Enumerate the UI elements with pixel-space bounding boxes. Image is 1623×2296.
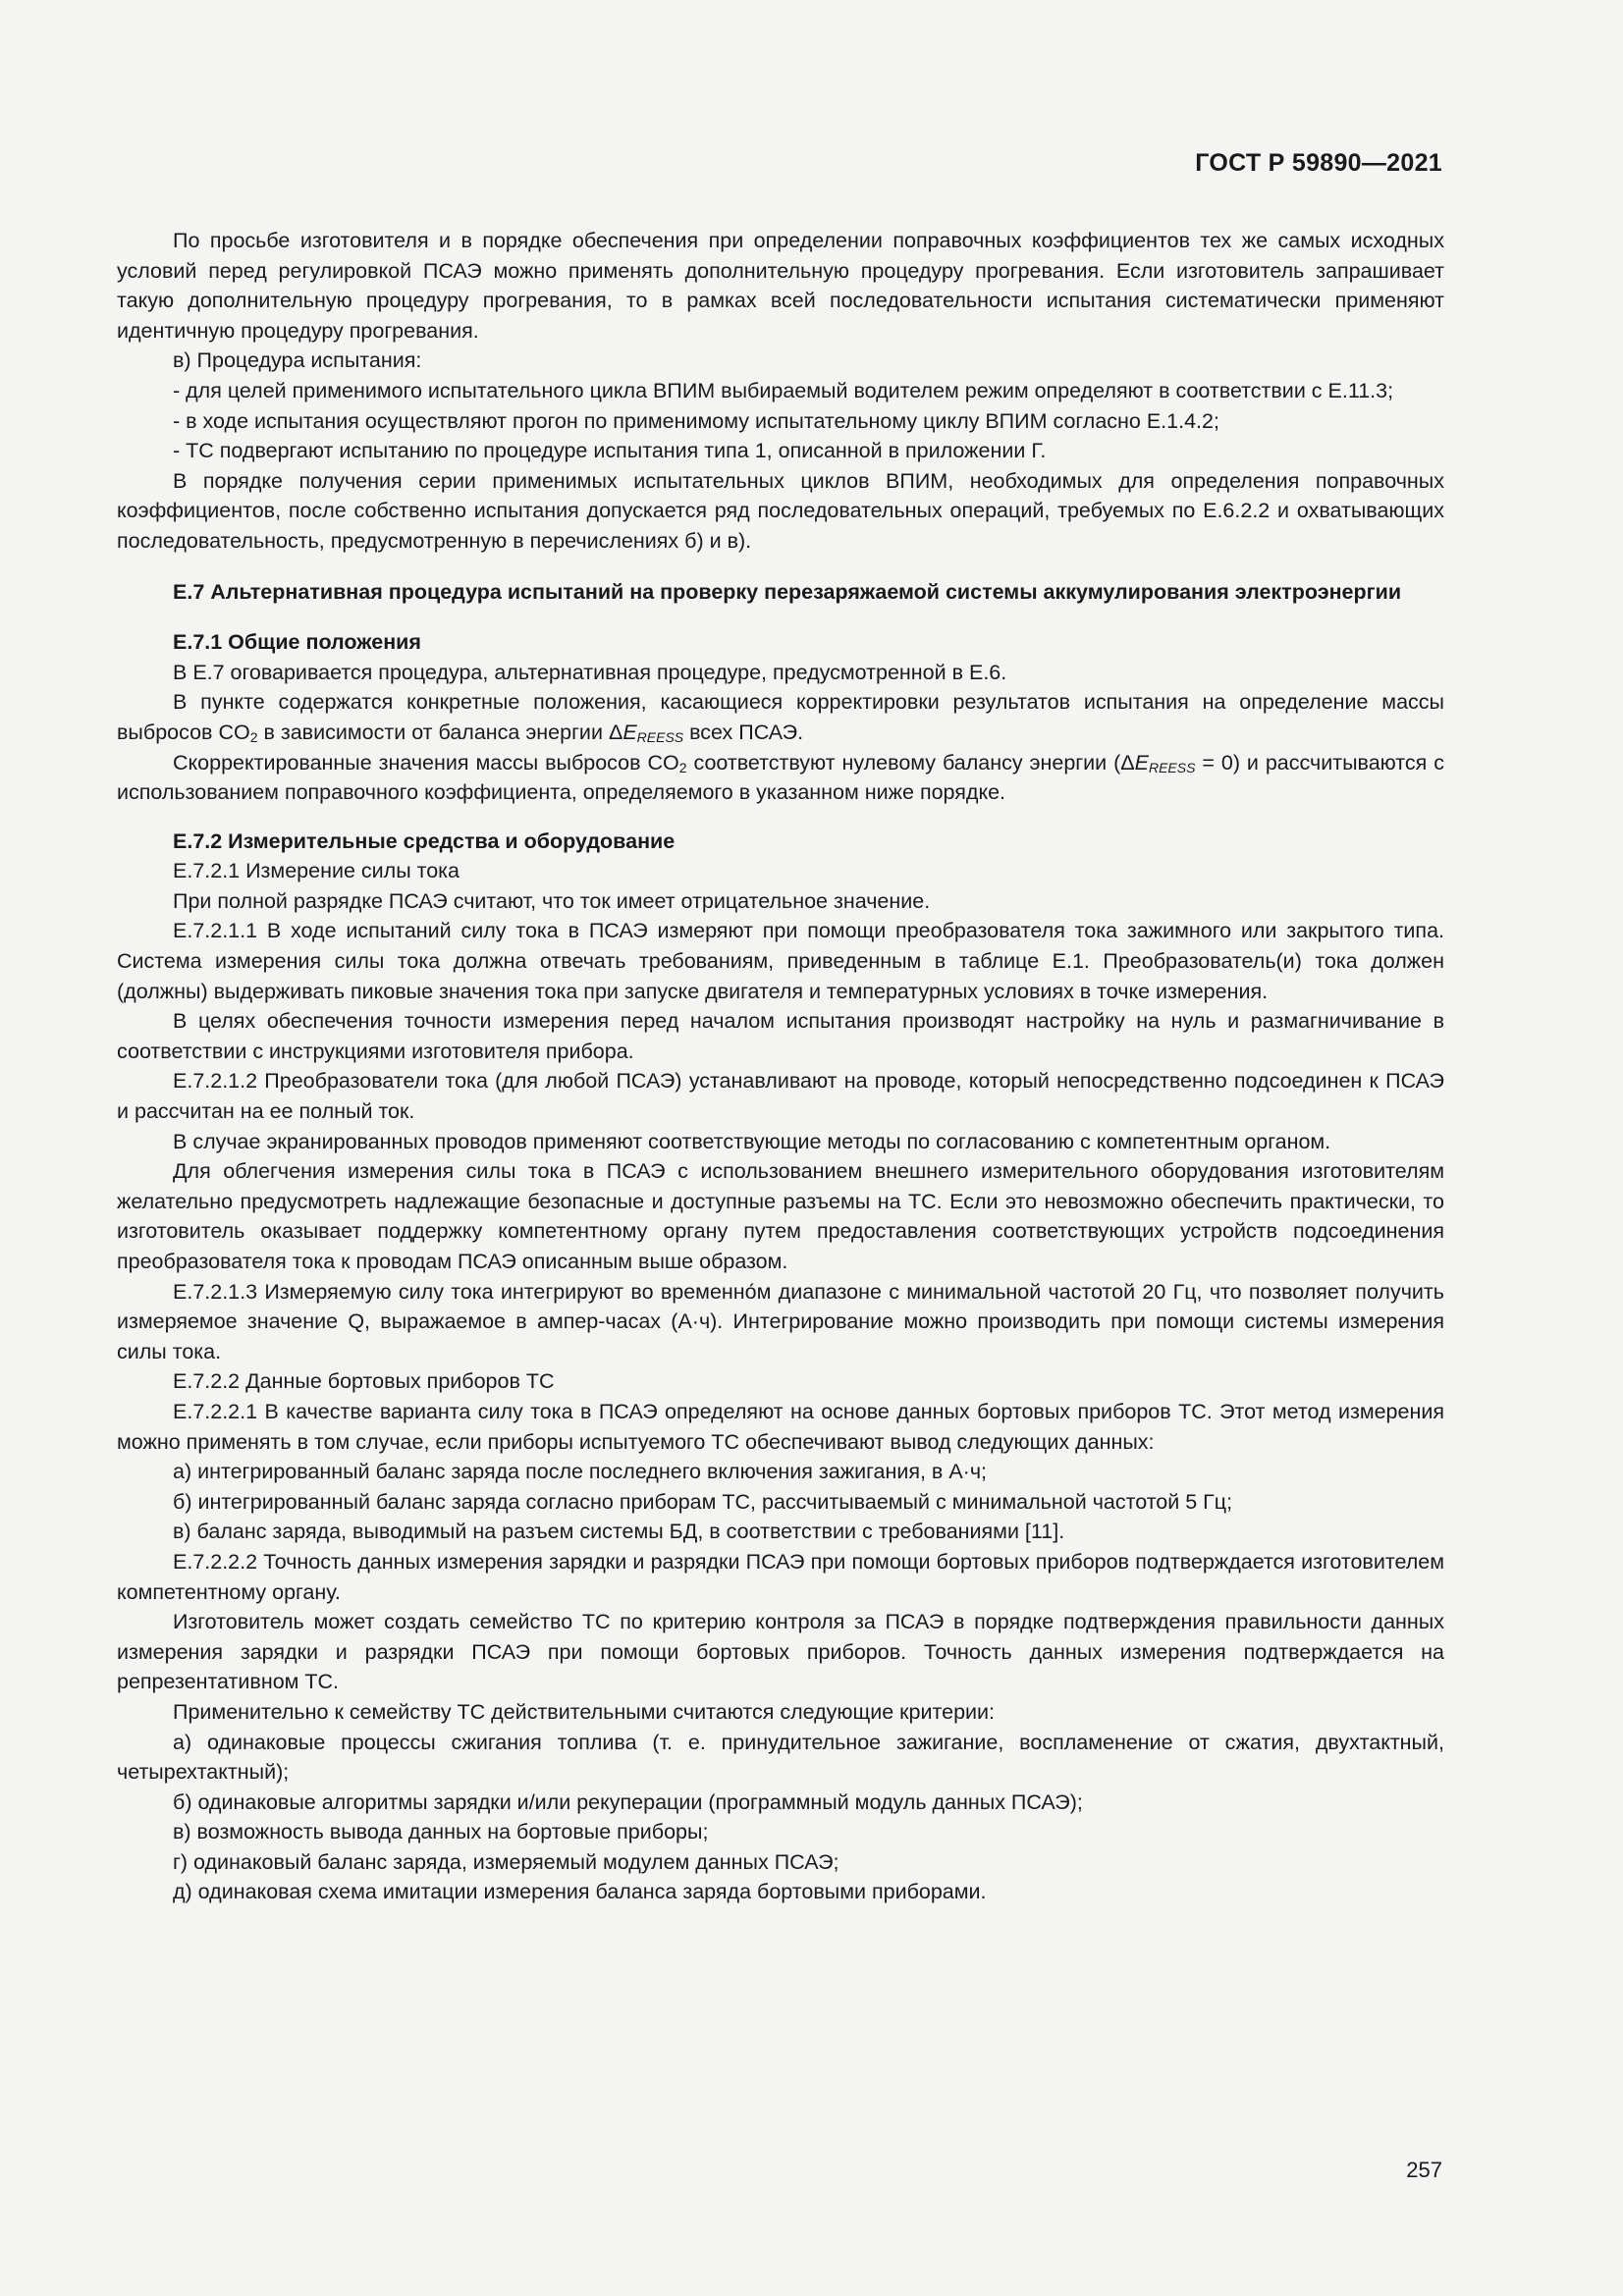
- paragraph: Для облегчения измерения силы тока в ПСАЭ с использованием внешнего измерительного оборудования изготовителям желательно предусмотреть надлежащие безопасные и доступные разъемы на ТС. Если это невозможно обеспечить практически, то изготовитель оказывает поддержку компетентному органу путем предоставления соответствующих устройств подсоединения преобразователя тока к проводам ПСАЭ описанным выше образом.: [117, 1159, 1444, 1273]
- subscript: REESS: [636, 728, 684, 745]
- list-item: а) одинаковые процессы сжигания топлива (т. е. принудительное зажигание, воспламенение от сжатия, двухтактный, четырехтактный);: [117, 1730, 1444, 1785]
- delta-symbol: Δ: [608, 720, 623, 744]
- paragraph: В Е.7 оговаривается процедура, альтернативная процедуре, предусмотренной в Е.6.: [173, 660, 1007, 684]
- section-heading-e7: Е.7 Альтернативная процедура испытаний на проверку перезаряжаемой системы аккумулирования электроэнергии: [173, 579, 1402, 604]
- section-heading-e7-2: Е.7.2 Измерительные средства и оборудование: [173, 828, 676, 853]
- page-number: 257: [1406, 2158, 1442, 2182]
- paragraph: Применительно к семейству ТС действительными считаются следующие критерии:: [173, 1699, 996, 1724]
- delta-symbol: Δ: [1120, 750, 1135, 774]
- energy-symbol: E: [1134, 750, 1149, 774]
- list-item: в) баланс заряда, выводимый на разъем системы БД, в соответствии с требованиями [11].: [173, 1520, 1065, 1544]
- list-item: г) одинаковый баланс заряда, измеряемый модулем данных ПСАЭ;: [173, 1849, 839, 1874]
- text: В пункте содержатся конкретные положения, касающиеся корректировки результатов испытания на определение массы выбросов CO: [117, 690, 1444, 744]
- energy-symbol: E: [622, 720, 637, 744]
- paragraph: Е.7.2.1.3 Измеряемую силу тока интегрируют во временно́м диапазоне с минимальной частотой 20 Гц, что позволяет получить измеряемое значение Q, выражаемое в ампер-часах (А·ч). Интегрирование можно производить при помощи системы измерения силы тока.: [117, 1279, 1444, 1363]
- list-item: - в ходе испытания осуществляют прогон по применимому испытательному циклу ВПИМ согласно Е.1.4.2;: [173, 408, 1219, 433]
- text: Скорректированные значения массы выбросов CO: [173, 750, 679, 774]
- paragraph: В случае экранированных проводов применяют соответствующие методы по согласованию с компетентным органом.: [173, 1129, 1331, 1153]
- list-item: д) одинаковая схема имитации измерения баланса заряда бортовыми приборами.: [173, 1880, 987, 1904]
- list-item: - для целей применимого испытательного цикла ВПИМ выбираемый водителем режим определяют в соответствии с Е.11.3;: [173, 378, 1394, 402]
- text: = 0) и рассчитываются с использованием поправочного коэффициента, определяемого в указанном ниже порядке.: [117, 750, 1444, 805]
- paragraph: Е.7.2.1.2 Преобразователи тока (для любой ПСАЭ) устанавливают на проводе, который непосредственно подсоединен к ПСАЭ и рассчитан на ее полный ток.: [117, 1069, 1444, 1124]
- document-header: ГОСТ Р 59890—2021: [1195, 149, 1442, 177]
- list-item: б) интегрированный баланс заряда согласно приборам ТС, рассчитываемый с минимальной частотой 5 Гц;: [173, 1489, 1233, 1514]
- paragraph: В целях обеспечения точности измерения перед началом испытания производят настройку на нуль и размагничивание в соответствии с инструкциями изготовителя прибора.: [117, 1009, 1444, 1063]
- section-heading-e7-1: Е.7.1 Общие положения: [173, 630, 421, 655]
- subsection-title: Е.7.2.1 Измерение силы тока: [173, 859, 460, 883]
- paragraph: В порядке получения серии применимых испытательных циклов ВПИМ, необходимых для определения поправочных коэффициентов, после собственно испытания допускается ряд последовательных операций, требуемых по Е.6.2.2 и охватывающих последовательность, предусмотренную в перечислениях б) и в).: [117, 468, 1444, 553]
- list-item: в) возможность вывода данных на бортовые приборы;: [173, 1820, 709, 1844]
- subsection-title: Е.7.2.2 Данные бортовых приборов ТС: [173, 1369, 555, 1394]
- paragraph: По просьбе изготовителя и в порядке обеспечения при определении поправочных коэффициентов тех же самых исходных условий перед регулировкой ПСАЭ можно применять дополнительную процедуру прогревания. Если изготовитель запрашивает такую дополнительную процедуру прогревания, то в рамках всей последовательности испытания систематически применяют идентичную процедуру прогревания.: [117, 229, 1444, 343]
- paragraph: Е.7.2.1.1 В ходе испытаний силу тока в ПСАЭ измеряют при помощи преобразователя тока зажимного или закрытого типа. Система измерения силы тока должна отвечать требованиям, приведенным в таблице Е.1. Преобразователь(и) тока должен (должны) выдерживать пиковые значения тока при запуске двигателя и температурных условиях в точке измерения.: [117, 919, 1444, 1003]
- paragraph: [117, 748, 1444, 808]
- paragraph: Е.7.2.2.2 Точность данных измерения зарядки и разрядки ПСАЭ при помощи бортовых приборов подтверждается изготовителем компетентному органу.: [117, 1549, 1444, 1604]
- paragraph: [117, 687, 1444, 747]
- list-item: б) одинаковые алгоритмы зарядки и/или рекуперации (программный модуль данных ПСАЭ);: [173, 1789, 1083, 1814]
- list-item: - ТС подвергают испытанию по процедуре испытания типа 1, описанной в приложении Г.: [173, 439, 1047, 463]
- list-item: а) интегрированный баланс заряда после последнего включения зажигания, в А·ч;: [173, 1460, 987, 1484]
- text: соответствуют нулевому балансу энергии (: [686, 750, 1121, 774]
- subscript: REESS: [1148, 759, 1196, 775]
- text: всех ПСАЭ.: [683, 720, 804, 744]
- paragraph: в) Процедура испытания:: [173, 348, 422, 373]
- page-body: [117, 226, 1444, 1907]
- paragraph: При полной разрядке ПСАЭ считают, что ток имеет отрицательное значение.: [173, 888, 931, 913]
- subscript: 2: [249, 728, 258, 745]
- paragraph: Изготовитель может создать семейство ТС по критерию контроля за ПСАЭ в порядке подтверждения правильности данных измерения зарядки и разрядки ПСАЭ при помощи бортовых приборов. Точность данных измерения подтверждается на репрезентативном ТС.: [117, 1610, 1444, 1694]
- paragraph: Е.7.2.2.1 В качестве варианта силу тока в ПСАЭ определяют на основе данных бортовых приборов ТС. Этот метод измерения можно применять в том случае, если приборы испытуемого ТС обеспечивают вывод следующих данных:: [117, 1399, 1444, 1454]
- text: в зависимости от баланса энергии: [257, 720, 609, 744]
- subscript: 2: [678, 759, 687, 775]
